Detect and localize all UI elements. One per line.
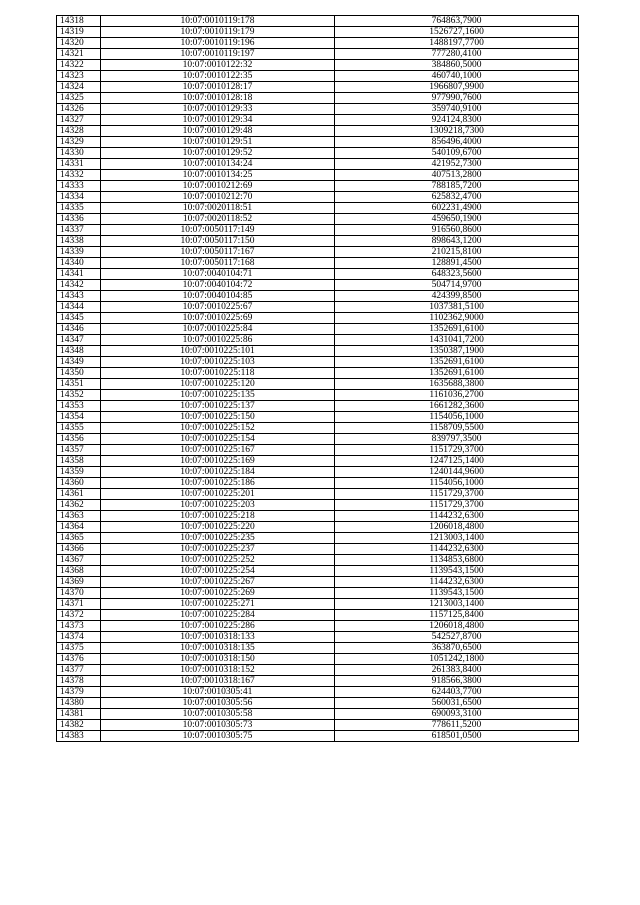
- table-row: [57, 192, 579, 203]
- table-row: [57, 665, 579, 676]
- row-number-cell: 14338: [57, 236, 101, 247]
- table-row: [57, 27, 579, 38]
- table-row: [57, 115, 579, 126]
- table-row: [57, 632, 579, 643]
- cadastral-number-cell: 10:07:0010225:267: [101, 577, 335, 588]
- cadastral-number-cell: 10:07:0010225:254: [101, 566, 335, 577]
- row-number-cell: 14361: [57, 489, 101, 500]
- cadastral-value-cell: 1635688,3800: [335, 379, 579, 390]
- cadastral-value-cell: 261383,8400: [335, 665, 579, 676]
- table-row: [57, 621, 579, 632]
- cadastral-number-cell: 10:07:0010225:235: [101, 533, 335, 544]
- cadastral-number-cell: 10:07:0050117:150: [101, 236, 335, 247]
- table-row: [57, 49, 579, 60]
- cadastral-value-cell: 1966807,9900: [335, 82, 579, 93]
- row-number-cell: 14334: [57, 192, 101, 203]
- cadastral-value-cell: 1144232,6300: [335, 511, 579, 522]
- cadastral-value-cell: 1151729,3700: [335, 489, 579, 500]
- cadastral-value-cell: 1144232,6300: [335, 544, 579, 555]
- row-number-cell: 14325: [57, 93, 101, 104]
- cadastral-number-cell: 10:07:0020118:51: [101, 203, 335, 214]
- row-number-cell: 14383: [57, 731, 101, 742]
- cadastral-number-cell: 10:07:0010225:135: [101, 390, 335, 401]
- cadastral-number-cell: 10:07:0010129:34: [101, 115, 335, 126]
- cadastral-number-cell: 10:07:0010225:86: [101, 335, 335, 346]
- row-number-cell: 14376: [57, 654, 101, 665]
- cadastral-value-cell: 839797,3500: [335, 434, 579, 445]
- cadastral-value-cell: 916560,8600: [335, 225, 579, 236]
- cadastral-number-cell: 10:07:0010119:197: [101, 49, 335, 60]
- cadastral-value-cell: 128891,4500: [335, 258, 579, 269]
- cadastral-value-cell: 424399,8500: [335, 291, 579, 302]
- cadastral-value-cell: 856496,4000: [335, 137, 579, 148]
- row-number-cell: 14351: [57, 379, 101, 390]
- cadastral-number-cell: 10:07:0020118:52: [101, 214, 335, 225]
- cadastral-number-cell: 10:07:0010225:103: [101, 357, 335, 368]
- row-number-cell: 14360: [57, 478, 101, 489]
- cadastral-number-cell: 10:07:0010305:41: [101, 687, 335, 698]
- cadastral-number-cell: 10:07:0010122:35: [101, 71, 335, 82]
- row-number-cell: 14378: [57, 676, 101, 687]
- cadastral-value-cell: 1350387,1900: [335, 346, 579, 357]
- table-row: [57, 643, 579, 654]
- cadastral-number-cell: 10:07:0010305:56: [101, 698, 335, 709]
- cadastral-value-cell: 1240144,9600: [335, 467, 579, 478]
- table-row: [57, 544, 579, 555]
- table-row: [57, 511, 579, 522]
- table-row: [57, 181, 579, 192]
- cadastral-value-cell: 648323,5600: [335, 269, 579, 280]
- cadastral-value-cell: 1352691,6100: [335, 368, 579, 379]
- cadastral-number-cell: 10:07:0010305:58: [101, 709, 335, 720]
- cadastral-value-cell: 1206018,4800: [335, 522, 579, 533]
- table-row: [57, 126, 579, 137]
- table-row: [57, 357, 579, 368]
- table-row: [57, 38, 579, 49]
- table-row: [57, 379, 579, 390]
- cadastral-value-cell: 1158709,5500: [335, 423, 579, 434]
- table-row: [57, 335, 579, 346]
- cadastral-value-cell: 898643,1200: [335, 236, 579, 247]
- row-number-cell: 14357: [57, 445, 101, 456]
- cadastral-number-cell: 10:07:0010225:152: [101, 423, 335, 434]
- cadastral-value-cell: 1526727,1600: [335, 27, 579, 38]
- row-number-cell: 14353: [57, 401, 101, 412]
- cadastral-value-cell: 384860,5000: [335, 60, 579, 71]
- table-row: [57, 16, 579, 27]
- table-row: [57, 720, 579, 731]
- cadastral-value-cell: 1161036,2700: [335, 390, 579, 401]
- cadastral-number-cell: 10:07:0040104:71: [101, 269, 335, 280]
- table-row: [57, 522, 579, 533]
- cadastral-number-cell: 10:07:0010225:84: [101, 324, 335, 335]
- row-number-cell: 14374: [57, 632, 101, 643]
- cadastral-number-cell: 10:07:0010128:17: [101, 82, 335, 93]
- cadastral-number-cell: 10:07:0050117:168: [101, 258, 335, 269]
- cadastral-number-cell: 10:07:0010225:184: [101, 467, 335, 478]
- table-row: [57, 533, 579, 544]
- row-number-cell: 14339: [57, 247, 101, 258]
- table-row: [57, 467, 579, 478]
- table-row: [57, 456, 579, 467]
- row-number-cell: 14365: [57, 533, 101, 544]
- row-number-cell: 14348: [57, 346, 101, 357]
- cadastral-number-cell: 10:07:0040104:72: [101, 280, 335, 291]
- cadastral-value-cell: 977990,7600: [335, 93, 579, 104]
- cadastral-value-cell: 421952,7300: [335, 159, 579, 170]
- cadastral-value-cell: 459650,1900: [335, 214, 579, 225]
- row-number-cell: 14347: [57, 335, 101, 346]
- table-row: [57, 247, 579, 258]
- cadastral-value-cell: 625832,4700: [335, 192, 579, 203]
- row-number-cell: 14321: [57, 49, 101, 60]
- cadastral-value-cell: 407513,2800: [335, 170, 579, 181]
- table-row: [57, 302, 579, 313]
- cadastral-value-table: [56, 15, 579, 742]
- row-number-cell: 14377: [57, 665, 101, 676]
- table-row: [57, 577, 579, 588]
- row-number-cell: 14354: [57, 412, 101, 423]
- cadastral-number-cell: 10:07:0010119:179: [101, 27, 335, 38]
- cadastral-number-cell: 10:07:0050117:149: [101, 225, 335, 236]
- cadastral-number-cell: 10:07:0010129:51: [101, 137, 335, 148]
- cadastral-number-cell: 10:07:0050117:167: [101, 247, 335, 258]
- row-number-cell: 14356: [57, 434, 101, 445]
- table-row: [57, 324, 579, 335]
- table-row: [57, 203, 579, 214]
- row-number-cell: 14366: [57, 544, 101, 555]
- cadastral-value-cell: 1154056,1000: [335, 412, 579, 423]
- row-number-cell: 14367: [57, 555, 101, 566]
- table-row: [57, 368, 579, 379]
- row-number-cell: 14320: [57, 38, 101, 49]
- row-number-cell: 14319: [57, 27, 101, 38]
- cadastral-number-cell: 10:07:0010212:70: [101, 192, 335, 203]
- table-row: [57, 71, 579, 82]
- row-number-cell: 14362: [57, 500, 101, 511]
- table-row: [57, 687, 579, 698]
- row-number-cell: 14359: [57, 467, 101, 478]
- table-row: [57, 214, 579, 225]
- table-row: [57, 60, 579, 71]
- cadastral-number-cell: 10:07:0010128:18: [101, 93, 335, 104]
- row-number-cell: 14327: [57, 115, 101, 126]
- table-row: [57, 588, 579, 599]
- row-number-cell: 14326: [57, 104, 101, 115]
- row-number-cell: 14324: [57, 82, 101, 93]
- cadastral-value-cell: 1154056,1000: [335, 478, 579, 489]
- row-number-cell: 14373: [57, 621, 101, 632]
- row-number-cell: 14363: [57, 511, 101, 522]
- table-row: [57, 412, 579, 423]
- table-row: [57, 159, 579, 170]
- cadastral-number-cell: 10:07:0010318:167: [101, 676, 335, 687]
- row-number-cell: 14345: [57, 313, 101, 324]
- table-row: [57, 478, 579, 489]
- cadastral-number-cell: 10:07:0010225:118: [101, 368, 335, 379]
- row-number-cell: 14358: [57, 456, 101, 467]
- table-body: [57, 16, 579, 742]
- row-number-cell: 14352: [57, 390, 101, 401]
- row-number-cell: 14371: [57, 599, 101, 610]
- cadastral-number-cell: 10:07:0010134:25: [101, 170, 335, 181]
- row-number-cell: 14329: [57, 137, 101, 148]
- cadastral-value-cell: 1051242,1800: [335, 654, 579, 665]
- cadastral-value-cell: 778611,5200: [335, 720, 579, 731]
- cadastral-number-cell: 10:07:0010225:218: [101, 511, 335, 522]
- row-number-cell: 14364: [57, 522, 101, 533]
- cadastral-number-cell: 10:07:0010225:150: [101, 412, 335, 423]
- cadastral-number-cell: 10:07:0010305:73: [101, 720, 335, 731]
- cadastral-value-cell: 1213003,1400: [335, 599, 579, 610]
- cadastral-number-cell: 10:07:0010318:152: [101, 665, 335, 676]
- cadastral-value-cell: 1488197,7700: [335, 38, 579, 49]
- table-row: [57, 170, 579, 181]
- cadastral-number-cell: 10:07:0010134:24: [101, 159, 335, 170]
- row-number-cell: 14368: [57, 566, 101, 577]
- cadastral-value-cell: 1661282,3600: [335, 401, 579, 412]
- row-number-cell: 14333: [57, 181, 101, 192]
- cadastral-value-cell: 540109,6700: [335, 148, 579, 159]
- table-row: [57, 390, 579, 401]
- cadastral-number-cell: 10:07:0010129:48: [101, 126, 335, 137]
- cadastral-number-cell: 10:07:0010225:286: [101, 621, 335, 632]
- cadastral-value-cell: 1157125,8400: [335, 610, 579, 621]
- table-row: [57, 555, 579, 566]
- row-number-cell: 14335: [57, 203, 101, 214]
- cadastral-number-cell: 10:07:0010305:75: [101, 731, 335, 742]
- row-number-cell: 14323: [57, 71, 101, 82]
- cadastral-number-cell: 10:07:0010119:196: [101, 38, 335, 49]
- cadastral-value-cell: 924124,8300: [335, 115, 579, 126]
- table-row: [57, 566, 579, 577]
- row-number-cell: 14355: [57, 423, 101, 434]
- cadastral-number-cell: 10:07:0010122:32: [101, 60, 335, 71]
- cadastral-value-cell: 624403,7700: [335, 687, 579, 698]
- table-row: [57, 346, 579, 357]
- row-number-cell: 14328: [57, 126, 101, 137]
- cadastral-number-cell: 10:07:0010225:203: [101, 500, 335, 511]
- cadastral-value-cell: 359740,9100: [335, 104, 579, 115]
- cadastral-value-cell: 363870,6500: [335, 643, 579, 654]
- row-number-cell: 14375: [57, 643, 101, 654]
- cadastral-value-cell: 1151729,3700: [335, 500, 579, 511]
- table-row: [57, 698, 579, 709]
- cadastral-value-cell: 618501,0500: [335, 731, 579, 742]
- row-number-cell: 14370: [57, 588, 101, 599]
- cadastral-value-cell: 542527,8700: [335, 632, 579, 643]
- row-number-cell: 14318: [57, 16, 101, 27]
- table-row: [57, 489, 579, 500]
- cadastral-number-cell: 10:07:0010318:150: [101, 654, 335, 665]
- row-number-cell: 14346: [57, 324, 101, 335]
- cadastral-value-cell: 764863,7900: [335, 16, 579, 27]
- cadastral-number-cell: 10:07:0010129:33: [101, 104, 335, 115]
- table-row: [57, 280, 579, 291]
- table-row: [57, 423, 579, 434]
- row-number-cell: 14322: [57, 60, 101, 71]
- row-number-cell: 14330: [57, 148, 101, 159]
- table-row: [57, 225, 579, 236]
- cadastral-number-cell: 10:07:0010225:269: [101, 588, 335, 599]
- row-number-cell: 14341: [57, 269, 101, 280]
- table-row: [57, 610, 579, 621]
- cadastral-value-cell: 1037381,5100: [335, 302, 579, 313]
- cadastral-number-cell: 10:07:0010119:178: [101, 16, 335, 27]
- cadastral-number-cell: 10:07:0010225:67: [101, 302, 335, 313]
- table-row: [57, 104, 579, 115]
- cadastral-value-cell: 1206018,4800: [335, 621, 579, 632]
- table-row: [57, 313, 579, 324]
- cadastral-value-cell: 460740,1000: [335, 71, 579, 82]
- cadastral-number-cell: 10:07:0010225:201: [101, 489, 335, 500]
- cadastral-number-cell: 10:07:0010225:154: [101, 434, 335, 445]
- row-number-cell: 14340: [57, 258, 101, 269]
- cadastral-value-cell: 1352691,6100: [335, 357, 579, 368]
- cadastral-value-cell: 1139543,1500: [335, 588, 579, 599]
- table-row: [57, 500, 579, 511]
- cadastral-value-cell: 788185,7200: [335, 181, 579, 192]
- table-row: [57, 93, 579, 104]
- table-row: [57, 269, 579, 280]
- table-row: [57, 148, 579, 159]
- row-number-cell: 14332: [57, 170, 101, 181]
- table-row: [57, 709, 579, 720]
- cadastral-number-cell: 10:07:0010225:167: [101, 445, 335, 456]
- table-row: [57, 291, 579, 302]
- table-row: [57, 654, 579, 665]
- table-row: [57, 434, 579, 445]
- cadastral-value-cell: 1431041,7200: [335, 335, 579, 346]
- cadastral-number-cell: 10:07:0040104:85: [101, 291, 335, 302]
- cadastral-value-cell: 1352691,6100: [335, 324, 579, 335]
- table-row: [57, 82, 579, 93]
- cadastral-number-cell: 10:07:0010129:52: [101, 148, 335, 159]
- table-row: [57, 401, 579, 412]
- cadastral-value-cell: 504714,9700: [335, 280, 579, 291]
- cadastral-number-cell: 10:07:0010225:186: [101, 478, 335, 489]
- cadastral-value-cell: 777280,4100: [335, 49, 579, 60]
- row-number-cell: 14336: [57, 214, 101, 225]
- cadastral-value-cell: 1139543,1500: [335, 566, 579, 577]
- table-row: [57, 676, 579, 687]
- cadastral-number-cell: 10:07:0010225:220: [101, 522, 335, 533]
- row-number-cell: 14343: [57, 291, 101, 302]
- table-row: [57, 137, 579, 148]
- cadastral-value-cell: 690093,3100: [335, 709, 579, 720]
- row-number-cell: 14349: [57, 357, 101, 368]
- cadastral-number-cell: 10:07:0010318:133: [101, 632, 335, 643]
- row-number-cell: 14380: [57, 698, 101, 709]
- cadastral-number-cell: 10:07:0010225:252: [101, 555, 335, 566]
- cadastral-value-cell: 560031,6500: [335, 698, 579, 709]
- cadastral-number-cell: 10:07:0010225:169: [101, 456, 335, 467]
- row-number-cell: 14350: [57, 368, 101, 379]
- row-number-cell: 14337: [57, 225, 101, 236]
- row-number-cell: 14379: [57, 687, 101, 698]
- row-number-cell: 14382: [57, 720, 101, 731]
- cadastral-number-cell: 10:07:0010225:120: [101, 379, 335, 390]
- cadastral-value-cell: 1144232,6300: [335, 577, 579, 588]
- cadastral-value-cell: 210215,8100: [335, 247, 579, 258]
- cadastral-number-cell: 10:07:0010212:69: [101, 181, 335, 192]
- cadastral-number-cell: 10:07:0010318:135: [101, 643, 335, 654]
- table-row: [57, 445, 579, 456]
- cadastral-number-cell: 10:07:0010225:237: [101, 544, 335, 555]
- cadastral-value-cell: 1247125,1400: [335, 456, 579, 467]
- cadastral-value-cell: 602231,4900: [335, 203, 579, 214]
- table-row: [57, 731, 579, 742]
- table-row: [57, 599, 579, 610]
- cadastral-number-cell: 10:07:0010225:284: [101, 610, 335, 621]
- table-row: [57, 258, 579, 269]
- cadastral-value-cell: 1102362,9000: [335, 313, 579, 324]
- row-number-cell: 14369: [57, 577, 101, 588]
- cadastral-value-cell: 1134853,6800: [335, 555, 579, 566]
- cadastral-value-cell: 1151729,3700: [335, 445, 579, 456]
- row-number-cell: 14372: [57, 610, 101, 621]
- row-number-cell: 14344: [57, 302, 101, 313]
- row-number-cell: 14381: [57, 709, 101, 720]
- cadastral-number-cell: 10:07:0010225:271: [101, 599, 335, 610]
- cadastral-value-cell: 918566,3800: [335, 676, 579, 687]
- cadastral-value-cell: 1213003,1400: [335, 533, 579, 544]
- row-number-cell: 14331: [57, 159, 101, 170]
- table-row: [57, 236, 579, 247]
- row-number-cell: 14342: [57, 280, 101, 291]
- cadastral-number-cell: 10:07:0010225:137: [101, 401, 335, 412]
- cadastral-number-cell: 10:07:0010225:69: [101, 313, 335, 324]
- cadastral-value-cell: 1309218,7300: [335, 126, 579, 137]
- cadastral-number-cell: 10:07:0010225:101: [101, 346, 335, 357]
